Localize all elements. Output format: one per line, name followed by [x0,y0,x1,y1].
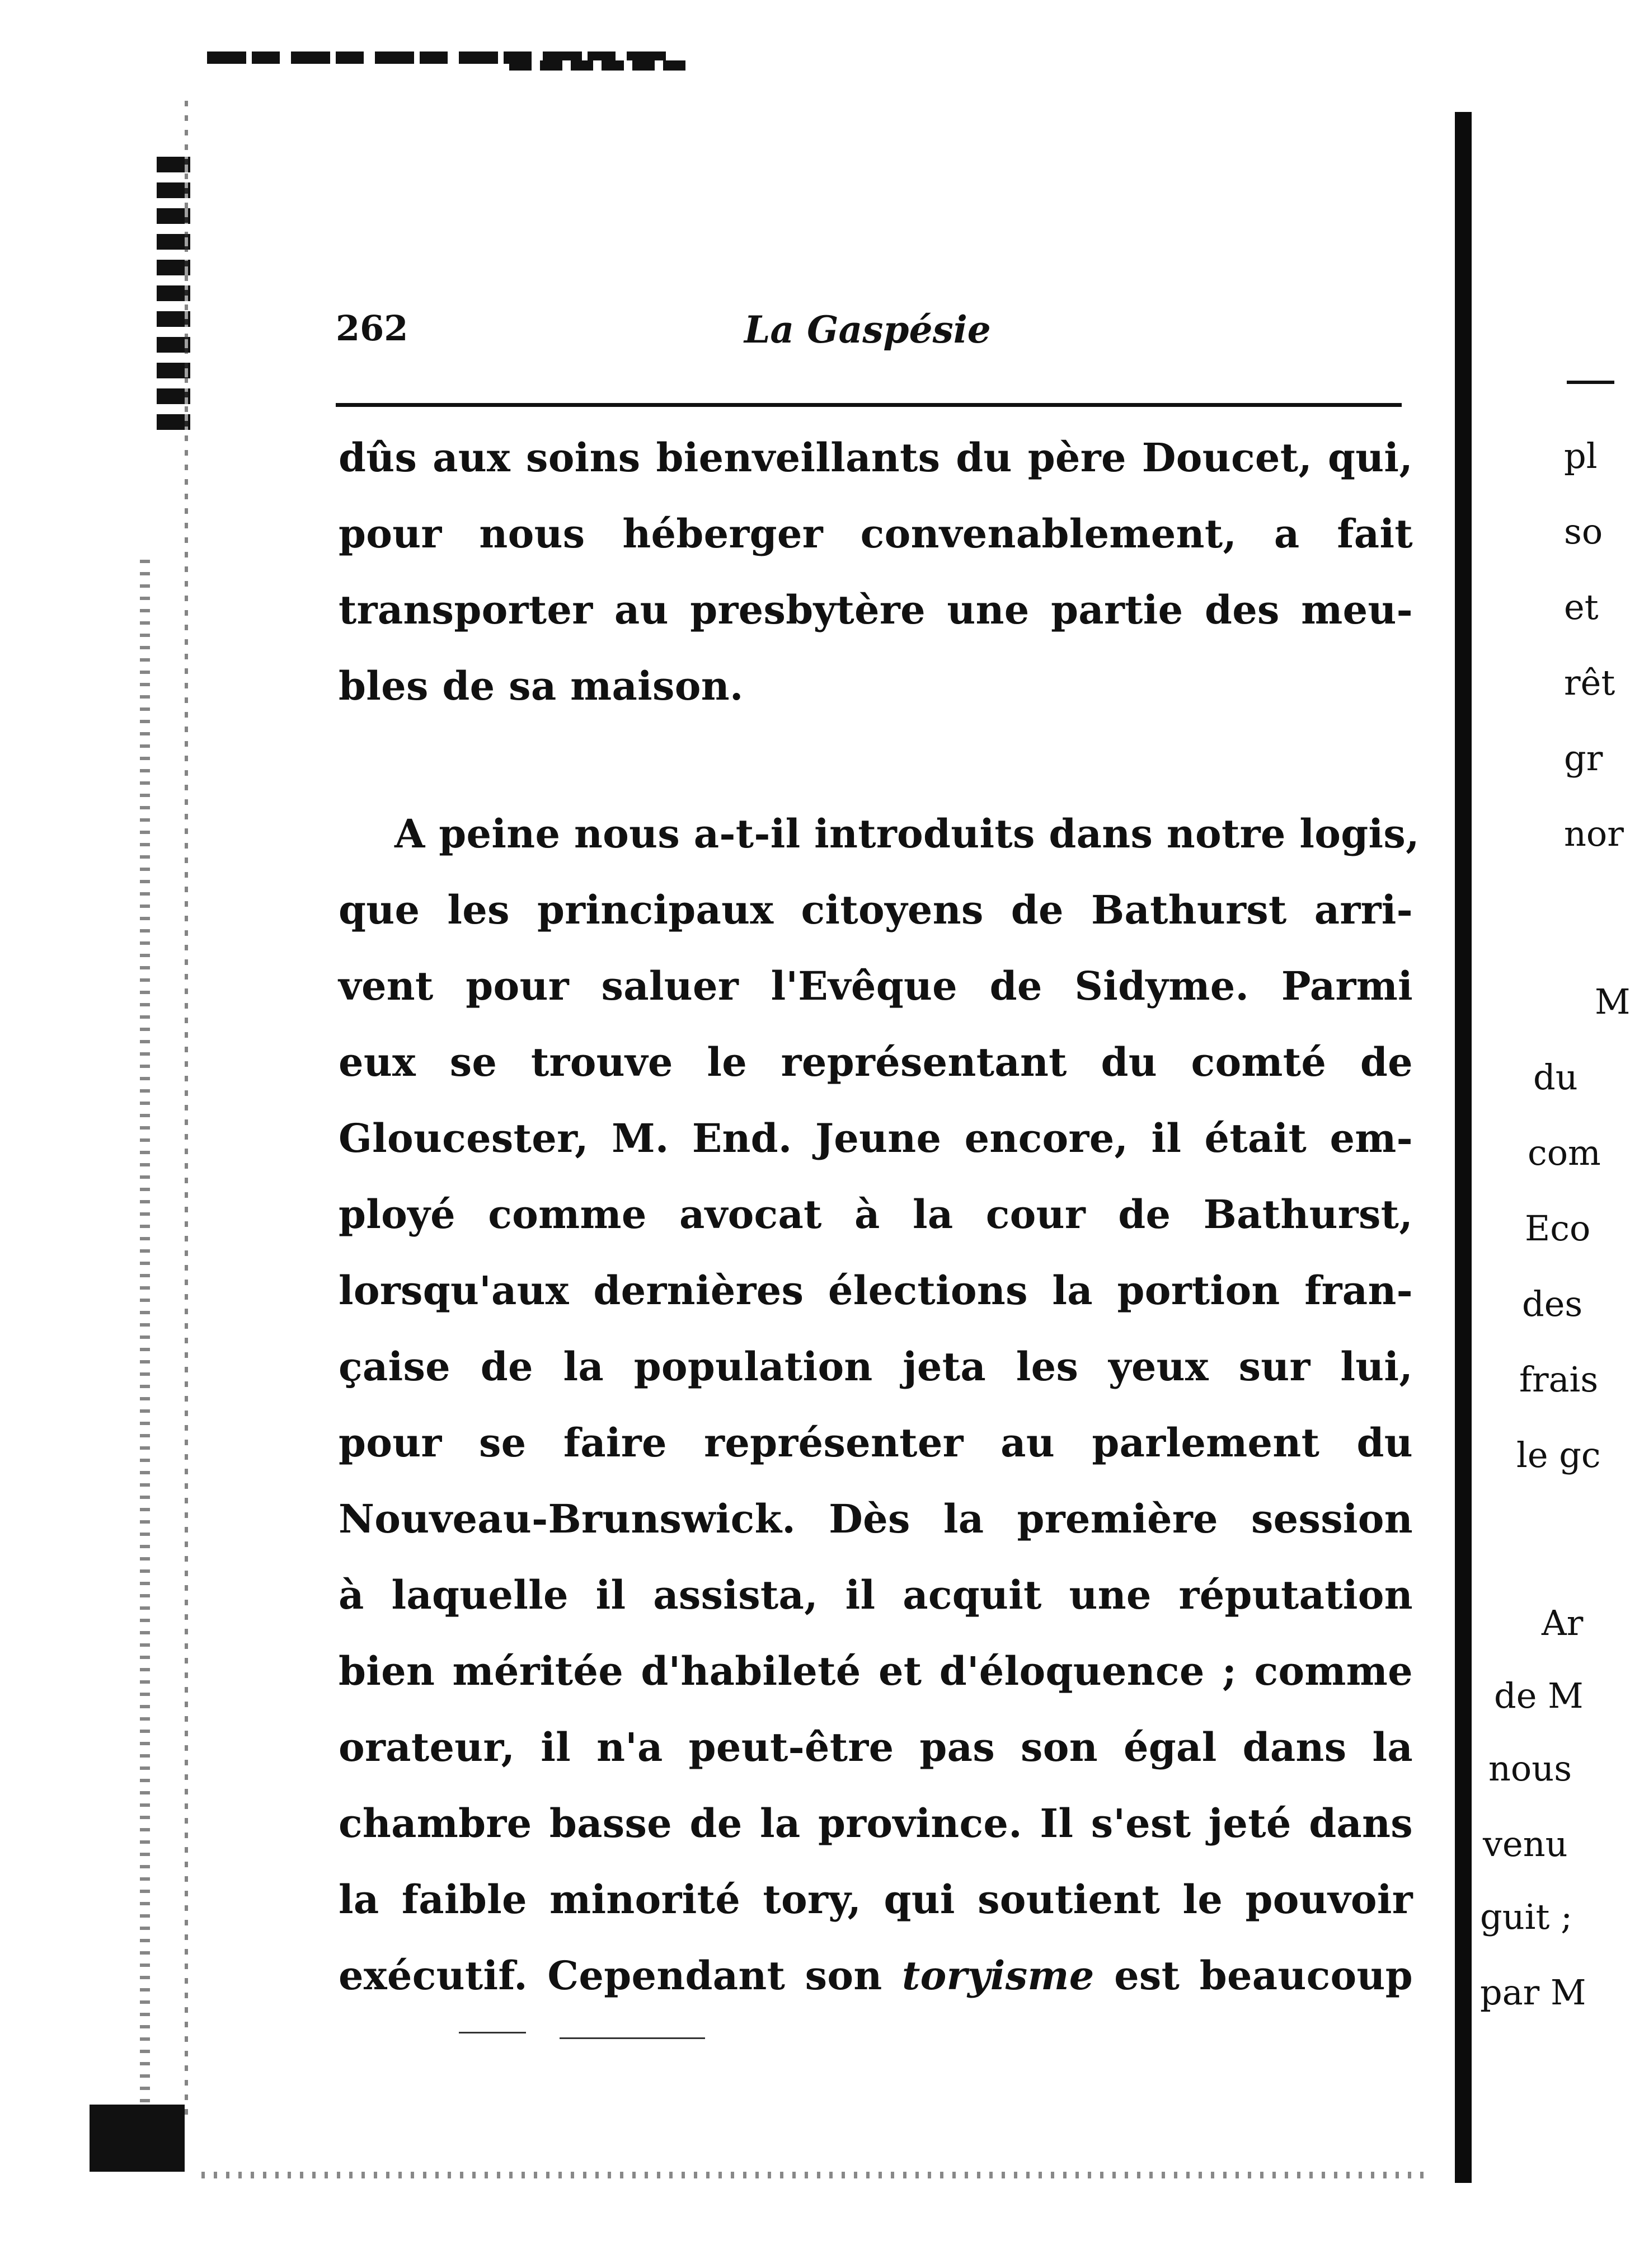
header-rule [336,403,1402,407]
text-line: eux se trouve le représentant du comté de [339,1039,1413,1085]
text-line: çaise de la population jeta les yeux sur lui, [339,1343,1413,1390]
adjacent-page-fragment [1477,0,1630,2268]
text-line-last [339,1938,1413,2014]
fragment-text: pl [1564,435,1598,476]
fragment-text: rêt [1564,662,1615,703]
last-line-start: exécutif. Cependant son [339,1952,903,1999]
body-text [339,420,1420,2014]
paragraph-2 [339,796,1420,2014]
fragment-text: par M [1480,1972,1586,2013]
fragment-text: frais [1519,1359,1599,1400]
fragment-text: gr [1564,738,1603,779]
text-line: A peine nous a-t-il introduits dans notre logis, [394,810,1420,857]
text-line: orateur, il n'a peut-être pas son égal dans la [339,1724,1413,1770]
scan-artifact-left-edge-2 [185,101,188,2116]
fragment-text: et [1564,587,1599,627]
fragment-text: du [1533,1057,1578,1098]
fragment-text: Eco [1525,1208,1591,1249]
scan-artifact-footer-mark [459,2032,526,2033]
scan-artifact-bottom-left [90,2105,185,2172]
text-line: transporter au presbytère une partie des meu- [339,587,1413,633]
running-title: La Gaspésie [744,308,991,352]
last-line-end: est beaucoup [1094,1952,1413,1999]
text-line: Gloucester, M. End. Jeune encore, il était em- [339,1115,1413,1161]
text-line: vent pour saluer l'Evêque de Sidyme. Parmi [339,963,1413,1009]
text-line: lorsqu'aux dernières élections la portion fran- [339,1267,1413,1314]
fragment-text: nous [1488,1748,1572,1789]
text-line: pour nous héberger convenablement, a fait [339,510,1413,557]
text-line: bien méritée d'habileté et d'éloquence ; comme [339,1648,1413,1694]
text-line: Nouveau-Brunswick. Dès la première session [339,1496,1413,1542]
text-line: bles de sa maison. [339,663,744,709]
fragment-text: so [1564,511,1603,552]
paragraph-1 [339,420,1413,724]
text-line: dûs aux soins bienveillants du père Doucet, qui, [339,434,1413,481]
fragment-text: M [1595,981,1630,1022]
fragment-text: com [1528,1132,1601,1173]
fragment-text: Ar [1542,1602,1584,1643]
text-line: chambre basse de la province. Il s'est jeté dans [339,1800,1413,1847]
text-line: que les principaux citoyens de Bathurst arri- [339,887,1413,933]
fragment-text: le gc [1516,1435,1601,1475]
fragment-text: de M [1494,1675,1584,1716]
fragment-text: venu [1483,1824,1568,1864]
text-line: pour se faire représenter au parlement du [339,1419,1413,1466]
page-number: 262 [336,308,408,349]
scan-artifact-top-2 [509,60,688,71]
text-line: ployé comme avocat à la cour de Bathurst, [339,1191,1413,1238]
scan-artifact-footer-mark-2 [560,2037,705,2039]
text-line: la faible minorité tory, qui soutient le pouvoir [339,1876,1413,1923]
page-header [336,302,1399,364]
scan-artifact-left-edge [140,560,150,2127]
italic-word: toryisme [902,1952,1095,1999]
fragment-text: des [1522,1283,1583,1324]
fragment-text: nor [1564,813,1624,854]
scan-artifact-bottom [201,2172,1432,2178]
page-edge-shadow [1455,112,1472,2183]
fragment-text: guit ; [1480,1896,1572,1937]
text-line: à laquelle il assista, il acquit une réputation [339,1572,1413,1618]
